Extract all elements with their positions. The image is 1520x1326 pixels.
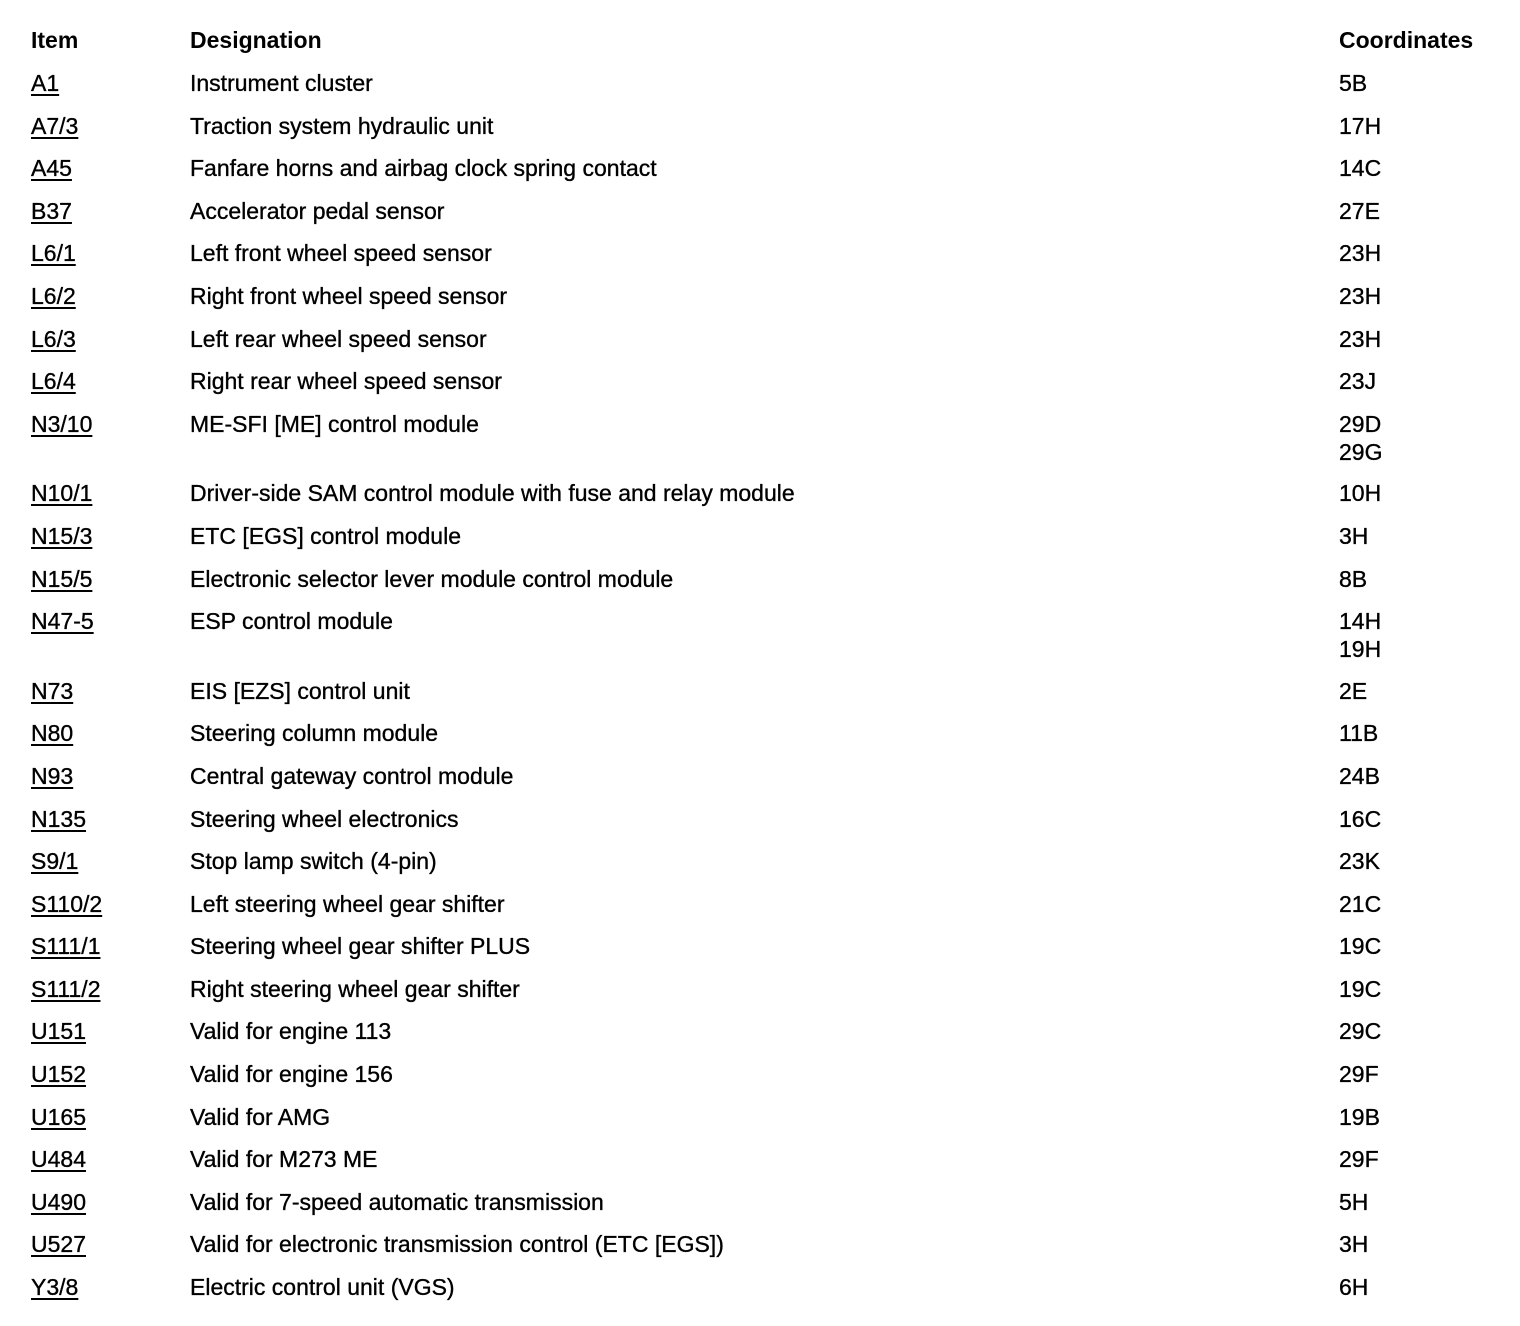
coordinate-value: 5B bbox=[1339, 70, 1368, 96]
coordinates-cell bbox=[1339, 522, 1368, 550]
item-link[interactable]: Y3/8 bbox=[31, 1274, 79, 1301]
item-link[interactable]: B37 bbox=[31, 197, 72, 224]
item-link[interactable]: N135 bbox=[31, 805, 86, 832]
designation-text: Traction system hydraulic unit bbox=[190, 112, 494, 139]
table-row bbox=[31, 239, 1501, 282]
designation-text: Fanfare horns and airbag clock spring contact bbox=[190, 155, 657, 182]
coordinates-cell bbox=[1339, 479, 1381, 507]
designation-text: Valid for M273 ME bbox=[190, 1146, 378, 1173]
designation-text: Accelerator pedal sensor bbox=[190, 197, 445, 224]
designation-text: Steering wheel gear shifter PLUS bbox=[190, 933, 531, 960]
coordinates-cell bbox=[1339, 239, 1381, 267]
table-row bbox=[31, 282, 1501, 325]
coordinates-cell bbox=[1339, 325, 1381, 353]
designation-text: Steering column module bbox=[190, 720, 439, 747]
coordinate-value: 16C bbox=[1339, 805, 1382, 832]
designation-text: Electronic selector lever module control module bbox=[190, 565, 674, 592]
item-link[interactable]: S9/1 bbox=[31, 848, 79, 875]
designation-text: ME-SFI [ME] control module bbox=[190, 410, 479, 437]
table-row bbox=[31, 154, 1501, 197]
coordinate-value: 19C bbox=[1339, 933, 1382, 960]
header-item: Item bbox=[31, 27, 79, 53]
table-row bbox=[31, 847, 1501, 890]
coordinate-value: 23H bbox=[1339, 325, 1382, 352]
table-row bbox=[31, 325, 1501, 368]
item-link[interactable]: U484 bbox=[31, 1146, 86, 1173]
table-row bbox=[31, 1230, 1501, 1273]
coordinate-value: 14C bbox=[1339, 155, 1382, 182]
designation-text: Instrument cluster bbox=[190, 70, 373, 96]
designation-text: Stop lamp switch (4-pin) bbox=[190, 848, 437, 875]
table-row bbox=[31, 367, 1501, 410]
coordinates-cell bbox=[1339, 890, 1381, 918]
table-row bbox=[31, 1145, 1501, 1188]
coordinates-cell bbox=[1339, 154, 1381, 182]
table-row bbox=[31, 522, 1501, 565]
item-link[interactable]: U527 bbox=[31, 1231, 86, 1258]
table-row bbox=[31, 762, 1501, 805]
coordinates-cell bbox=[1339, 197, 1380, 225]
item-link[interactable]: L6/1 bbox=[31, 240, 76, 267]
table-row bbox=[31, 1103, 1501, 1146]
coordinate-value: 29F bbox=[1339, 1146, 1379, 1173]
item-link[interactable]: N73 bbox=[31, 677, 74, 704]
coordinates-cell bbox=[1339, 282, 1381, 310]
coordinate-value: 11B bbox=[1339, 720, 1379, 747]
designation-text: Left steering wheel gear shifter bbox=[190, 890, 505, 917]
item-link[interactable]: A7/3 bbox=[31, 112, 79, 139]
coordinate-value: 29D bbox=[1339, 410, 1382, 437]
table-row bbox=[31, 932, 1501, 975]
coordinates-cell bbox=[1339, 367, 1376, 395]
coordinate-value: 29G bbox=[1339, 438, 1383, 465]
item-link[interactable]: U165 bbox=[31, 1103, 86, 1130]
item-link[interactable]: S111/1 bbox=[31, 933, 101, 960]
designation-text: Valid for AMG bbox=[190, 1103, 331, 1130]
coordinates-cell bbox=[1339, 975, 1381, 1003]
table-row bbox=[31, 112, 1501, 155]
coordinates-cell bbox=[1339, 565, 1367, 593]
header-designation: Designation bbox=[190, 27, 322, 53]
designation-text: Valid for electronic transmission control (ETC [EGS]) bbox=[190, 1231, 724, 1258]
coordinates-cell bbox=[1339, 69, 1367, 97]
coordinate-value: 14H bbox=[1339, 608, 1382, 635]
coordinates-cell bbox=[1339, 112, 1381, 140]
designation-text: Electric control unit (VGS) bbox=[190, 1274, 455, 1301]
coordinates-cell bbox=[1339, 1103, 1380, 1131]
item-link[interactable]: N3/10 bbox=[31, 410, 93, 437]
table-row bbox=[31, 1188, 1501, 1231]
coordinates-cell bbox=[1339, 1145, 1379, 1173]
coordinates-cell bbox=[1339, 1017, 1381, 1045]
table-row bbox=[31, 719, 1501, 762]
item-link[interactable]: N15/3 bbox=[31, 522, 93, 549]
item-link[interactable]: S111/2 bbox=[31, 975, 101, 1002]
table-row bbox=[31, 805, 1501, 848]
designation-text: Valid for 7-speed automatic transmission bbox=[190, 1188, 604, 1215]
item-link[interactable]: N10/1 bbox=[31, 480, 93, 507]
designation-text: Valid for engine 156 bbox=[190, 1061, 393, 1088]
table-row bbox=[31, 1060, 1501, 1103]
coordinate-value: 23H bbox=[1339, 282, 1382, 309]
coordinate-value: 5H bbox=[1339, 1188, 1369, 1215]
item-link[interactable]: A45 bbox=[31, 155, 72, 182]
coordinates-cell bbox=[1339, 932, 1381, 960]
designation-text: Left rear wheel speed sensor bbox=[190, 325, 487, 352]
coordinates-cell bbox=[1339, 1188, 1368, 1216]
coordinate-value: 3H bbox=[1339, 1231, 1369, 1258]
table-row bbox=[31, 890, 1501, 933]
item-link[interactable]: L6/3 bbox=[31, 325, 76, 352]
coordinate-value: 8B bbox=[1339, 565, 1368, 592]
table-row bbox=[31, 197, 1501, 240]
coordinate-value: 23K bbox=[1339, 848, 1380, 875]
coordinates-cell bbox=[1339, 1060, 1379, 1088]
table-row bbox=[31, 1273, 1501, 1316]
item-link[interactable]: U151 bbox=[31, 1018, 86, 1045]
coordinate-value: 23J bbox=[1339, 368, 1377, 395]
coordinates-cell bbox=[1339, 847, 1380, 875]
item-link[interactable]: L6/4 bbox=[31, 368, 76, 395]
coordinate-value: 21C bbox=[1339, 890, 1382, 917]
item-link[interactable]: L6/2 bbox=[31, 282, 76, 309]
table-row bbox=[31, 479, 1501, 522]
coordinates-cell bbox=[1339, 1230, 1368, 1258]
table-row bbox=[31, 565, 1501, 608]
designation-text: Right front wheel speed sensor bbox=[190, 282, 508, 309]
coordinates-cell bbox=[1339, 762, 1380, 790]
coordinates-cell bbox=[1339, 805, 1381, 833]
designation-text: Left front wheel speed sensor bbox=[190, 240, 492, 267]
coordinate-value: 29F bbox=[1339, 1061, 1379, 1088]
item-link[interactable]: N47-5 bbox=[31, 608, 94, 635]
item-link[interactable]: U152 bbox=[31, 1061, 86, 1088]
coordinate-value: 3H bbox=[1339, 522, 1369, 549]
coordinate-value: 23H bbox=[1339, 240, 1382, 267]
table-header-row bbox=[31, 26, 1501, 69]
table-row bbox=[31, 69, 1501, 112]
coordinates-cell bbox=[1339, 719, 1378, 747]
designation-text: Valid for engine 113 bbox=[190, 1018, 392, 1045]
designation-text: ETC [EGS] control module bbox=[190, 522, 461, 549]
item-link[interactable]: S110/2 bbox=[31, 890, 103, 917]
designation-text: Steering wheel electronics bbox=[190, 805, 459, 832]
header-coordinates: Coordinates bbox=[1339, 27, 1474, 53]
coordinate-value: 17H bbox=[1339, 112, 1382, 139]
coordinate-value: 29C bbox=[1339, 1018, 1382, 1045]
coordinate-value: 2E bbox=[1339, 677, 1368, 704]
designation-text: EIS [EZS] control unit bbox=[190, 677, 410, 704]
designation-text: Driver-side SAM control module with fuse and relay module bbox=[190, 480, 795, 507]
table-row bbox=[31, 677, 1501, 720]
table-row bbox=[31, 1017, 1501, 1060]
designation-text: ESP control module bbox=[190, 608, 393, 635]
table-row bbox=[31, 607, 1501, 677]
coordinate-value: 27E bbox=[1339, 197, 1380, 224]
coordinate-value: 19B bbox=[1339, 1103, 1380, 1130]
table-row bbox=[31, 410, 1501, 480]
designation-text: Central gateway control module bbox=[190, 762, 514, 789]
table-body bbox=[31, 69, 1501, 1316]
coordinates-cell bbox=[1339, 410, 1382, 466]
designation-text: Right rear wheel speed sensor bbox=[190, 368, 502, 395]
item-link[interactable]: N80 bbox=[31, 720, 74, 747]
coordinate-value: 19H bbox=[1339, 636, 1382, 663]
coordinates-cell bbox=[1339, 1273, 1368, 1301]
item-link[interactable]: N15/5 bbox=[31, 565, 93, 592]
designation-text: Right steering wheel gear shifter bbox=[190, 975, 520, 1002]
component-legend-table bbox=[31, 26, 1501, 1316]
item-link[interactable]: N93 bbox=[31, 762, 74, 789]
coordinates-cell bbox=[1339, 677, 1367, 705]
table-row bbox=[31, 975, 1501, 1018]
coordinate-value: 6H bbox=[1339, 1274, 1369, 1301]
item-link[interactable]: A1 bbox=[31, 70, 60, 96]
coordinate-value: 24B bbox=[1339, 762, 1380, 789]
item-link[interactable]: U490 bbox=[31, 1188, 86, 1215]
coordinate-value: 10H bbox=[1339, 480, 1382, 507]
coordinate-value: 19C bbox=[1339, 975, 1382, 1002]
coordinates-cell bbox=[1339, 607, 1381, 663]
